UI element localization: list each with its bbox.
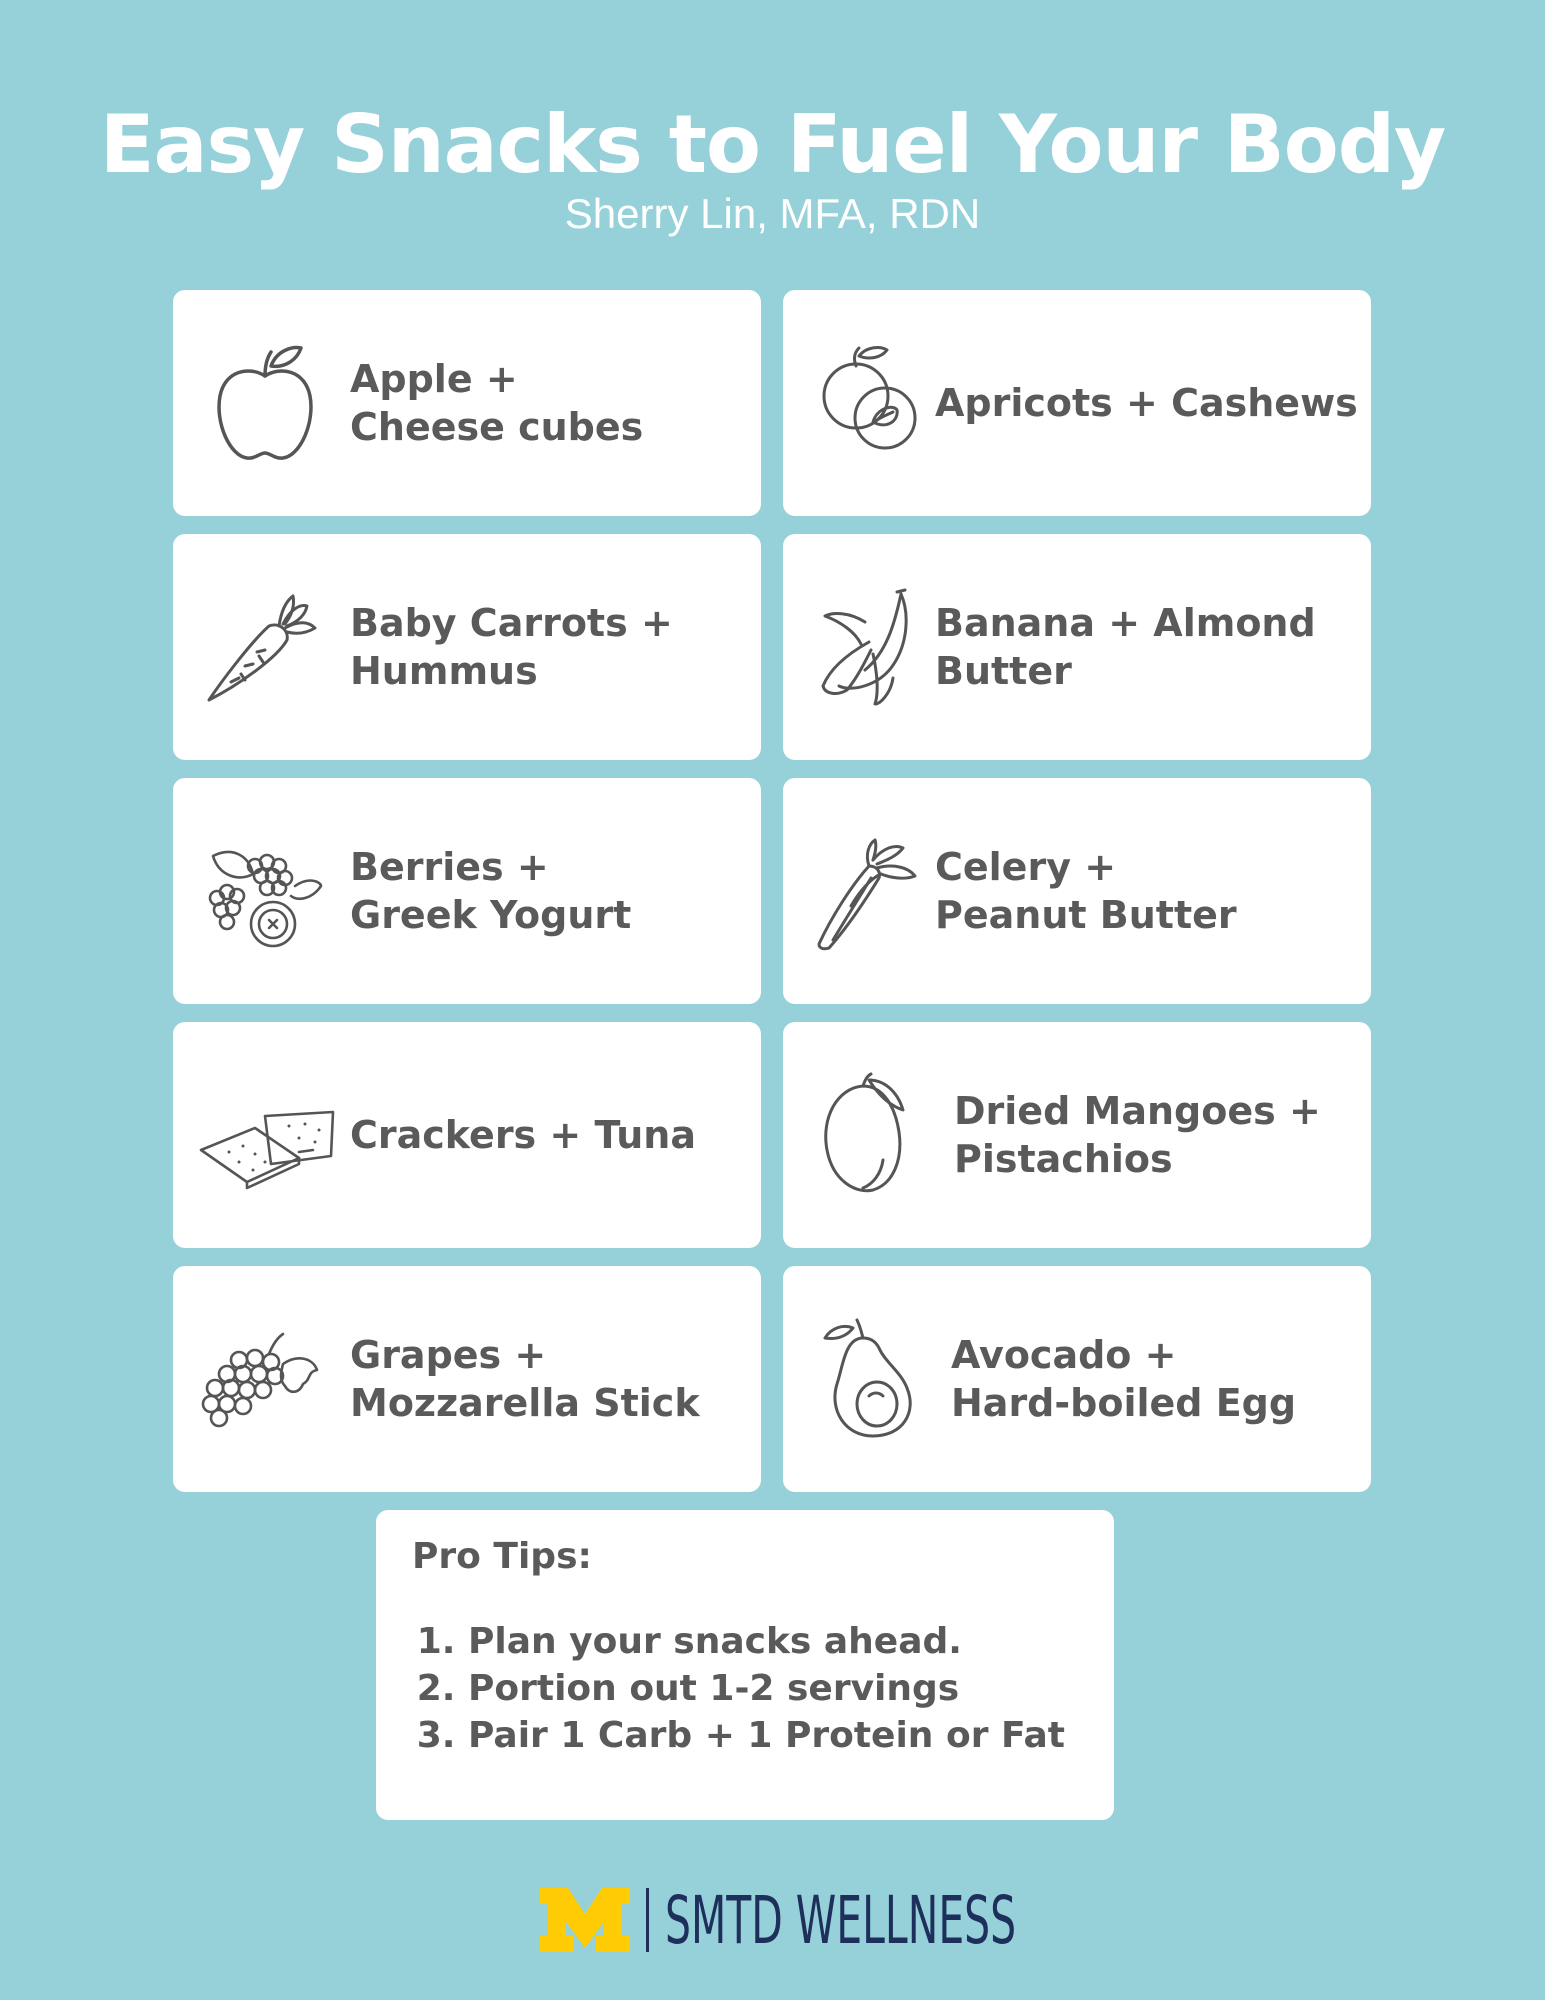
snack-label: Crackers + Tuna bbox=[350, 1113, 696, 1157]
snack-card-mango bbox=[783, 1022, 1371, 1248]
apple-icon bbox=[205, 338, 325, 468]
snack-card-grapes bbox=[173, 1266, 761, 1492]
snack-label: Banana + Almond Butter bbox=[935, 601, 1316, 693]
grapes-icon bbox=[199, 1314, 323, 1444]
snack-card-apricot bbox=[783, 290, 1371, 516]
snack-label: Berries + Greek Yogurt bbox=[350, 845, 632, 937]
brand-divider bbox=[646, 1888, 649, 1952]
list-item: 1. Plan your snacks ahead. bbox=[468, 1618, 1065, 1665]
berries-icon bbox=[203, 826, 323, 956]
list-item: 3. Pair 1 Carb + 1 Protein or Fat bbox=[468, 1712, 1065, 1759]
pro-tips-title: Pro Tips: bbox=[412, 1536, 592, 1577]
snack-label: Apricots + Cashews bbox=[935, 381, 1358, 425]
pro-tips-list bbox=[416, 1618, 1065, 1759]
snack-label: Dried Mangoes + Pistachios bbox=[954, 1089, 1321, 1181]
snack-label: Baby Carrots + Hummus bbox=[350, 601, 673, 693]
snack-card-apple bbox=[173, 290, 761, 516]
snack-label: Celery + Peanut Butter bbox=[935, 845, 1237, 937]
snack-card-berries bbox=[173, 778, 761, 1004]
avocado-icon bbox=[811, 1314, 931, 1444]
list-item: 2. Portion out 1-2 servings bbox=[468, 1665, 1065, 1712]
celery-icon bbox=[811, 826, 931, 956]
snack-card-crackers bbox=[173, 1022, 761, 1248]
brand-name: SMTD WELLNESS bbox=[665, 1881, 1017, 1959]
author-credit: Sherry Lin, MFA, RDN bbox=[564, 190, 981, 237]
mango-icon bbox=[813, 1070, 933, 1200]
snack-label: Avocado + Hard-boiled Egg bbox=[951, 1333, 1297, 1425]
snack-card-avocado bbox=[783, 1266, 1371, 1492]
carrot-icon bbox=[201, 582, 321, 712]
crackers-icon bbox=[199, 1070, 339, 1200]
snack-card-banana bbox=[783, 534, 1371, 760]
apricot-icon bbox=[811, 338, 931, 468]
page-title: Easy Snacks to Fuel Your Body bbox=[99, 98, 1446, 191]
footer-brand bbox=[0, 1880, 1545, 1960]
block-m-logo-icon bbox=[540, 1888, 630, 1952]
snack-card-celery bbox=[783, 778, 1371, 1004]
pro-tips-box bbox=[376, 1510, 1114, 1820]
snack-label: Apple + Cheese cubes bbox=[350, 357, 644, 449]
snack-card-carrot bbox=[173, 534, 761, 760]
snack-label: Grapes + Mozzarella Stick bbox=[350, 1333, 700, 1425]
banana-icon bbox=[811, 582, 931, 712]
